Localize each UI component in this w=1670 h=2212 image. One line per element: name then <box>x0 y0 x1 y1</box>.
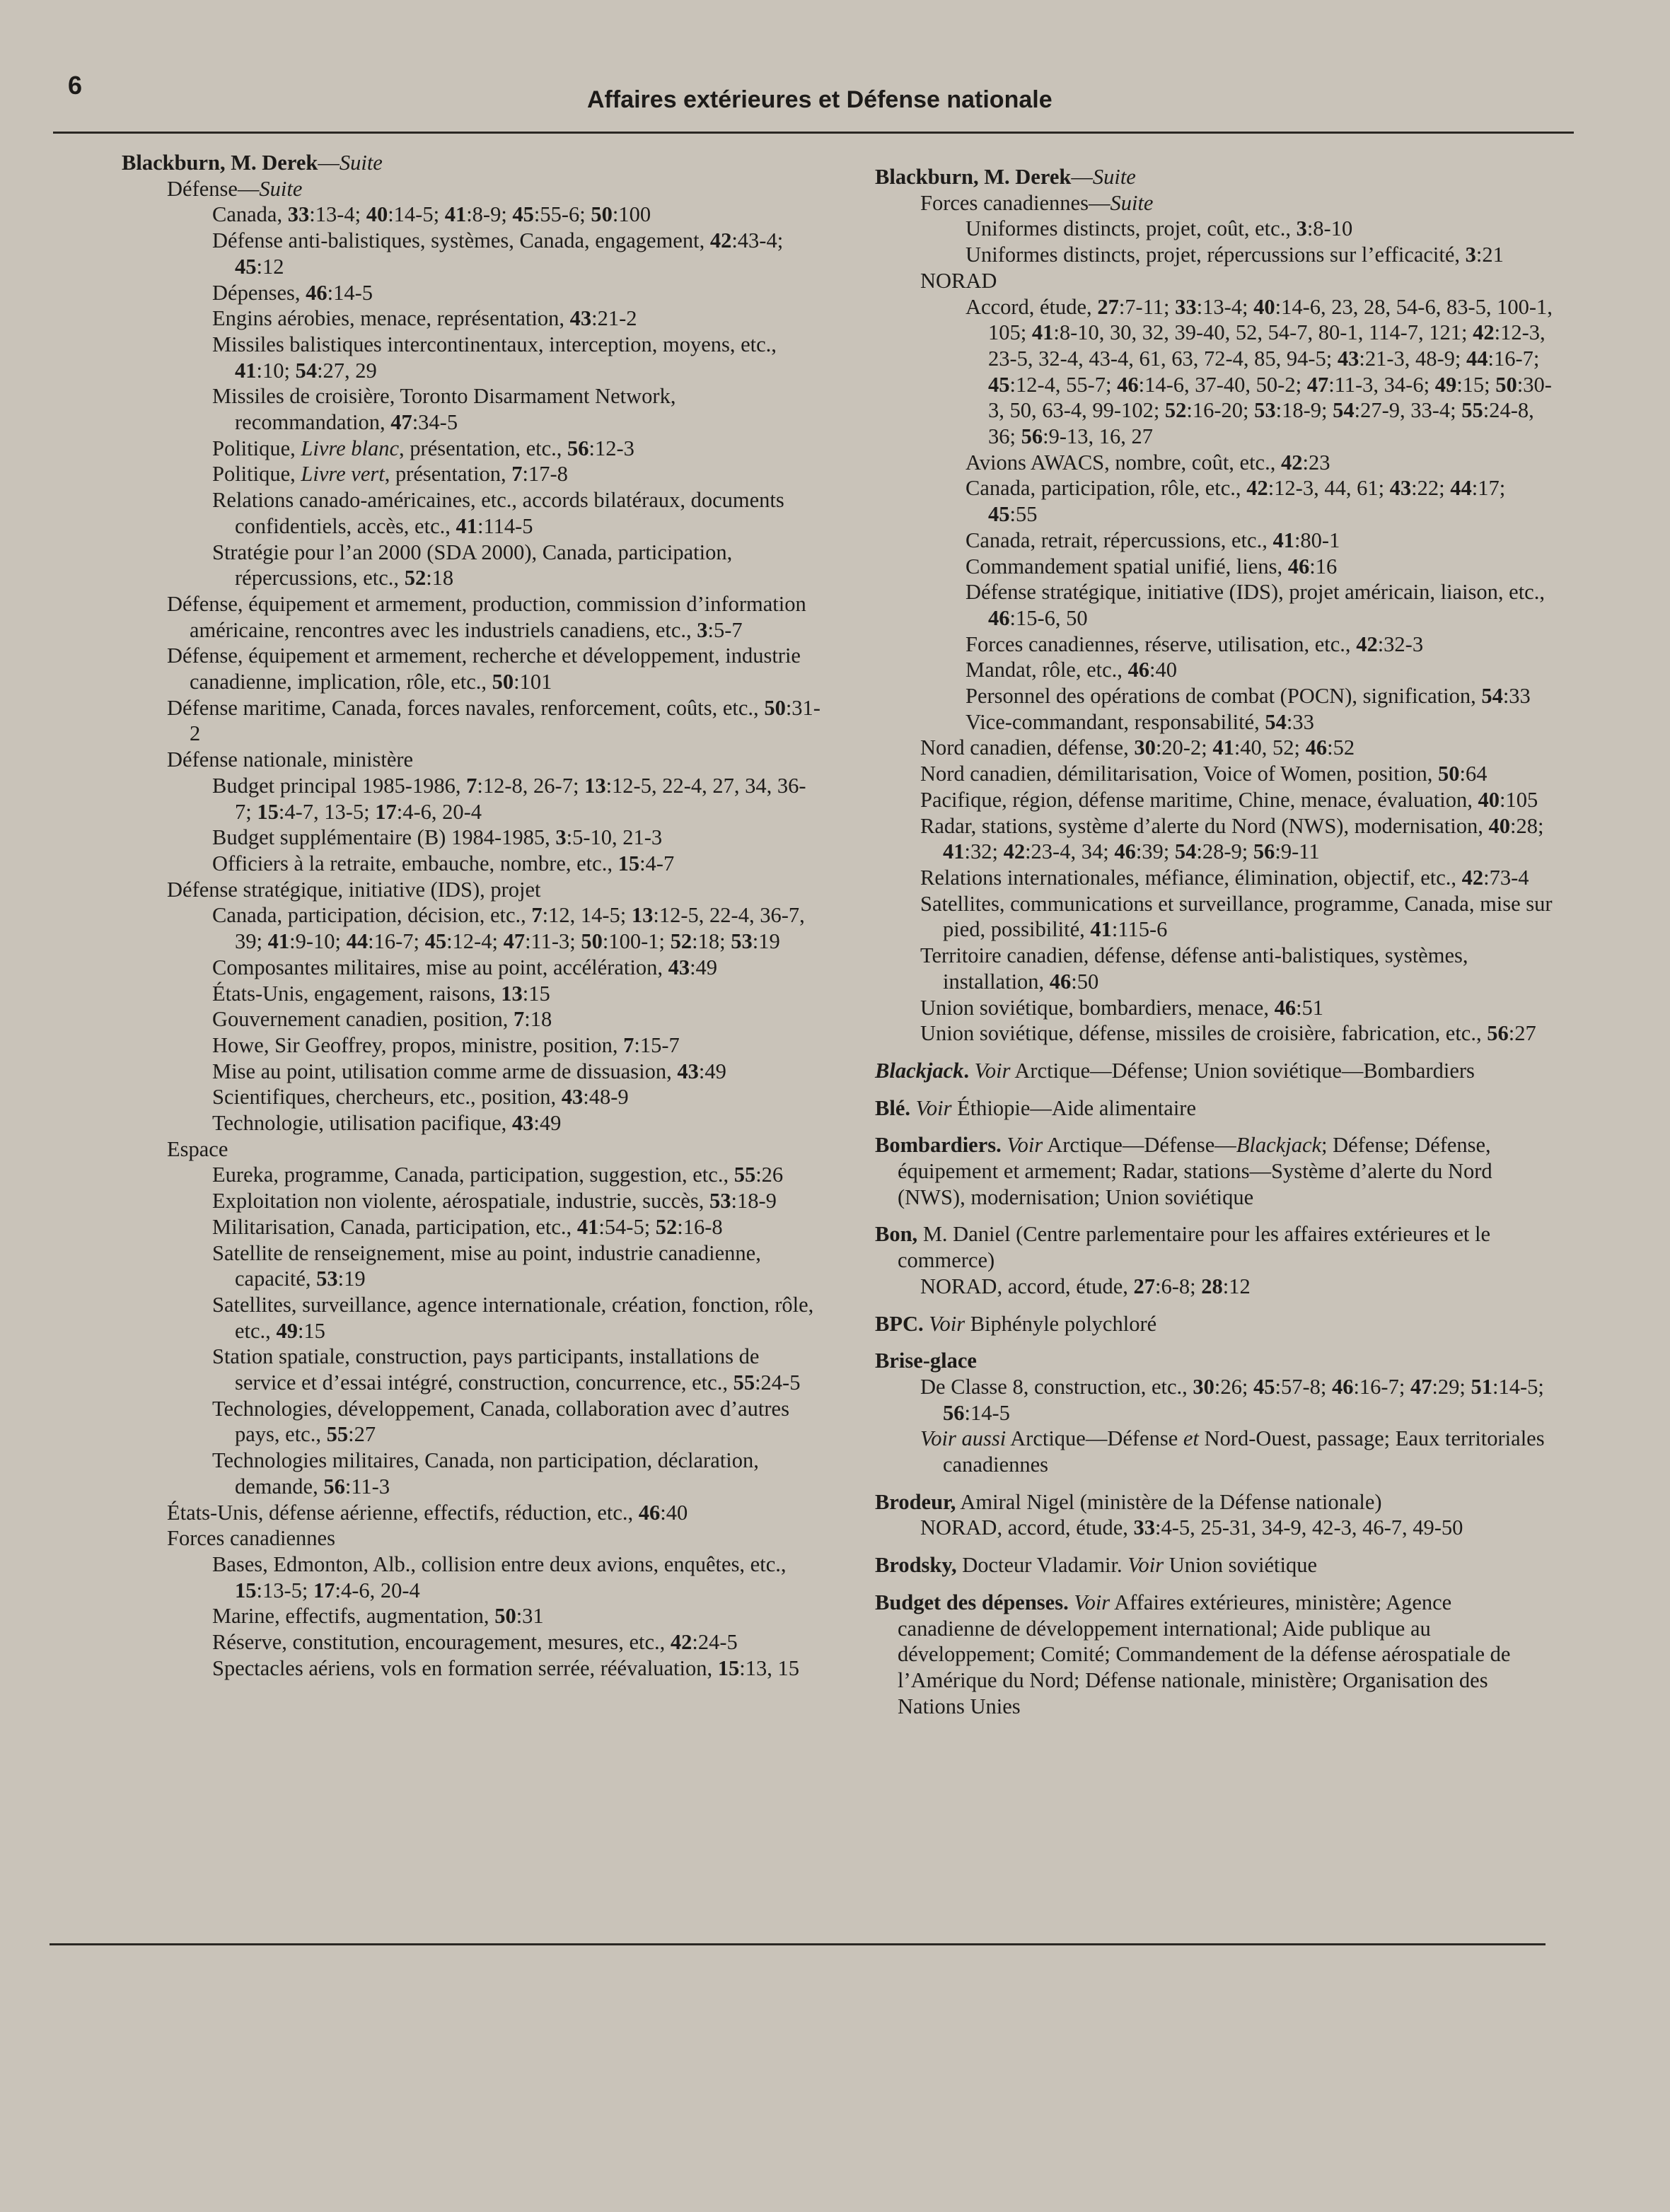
index-subentry: Gouvernement canadien, position, 7:18 <box>212 1007 552 1032</box>
index-subentry: Relations internationales, méfiance, élimination, objectif, etc., 42:73-4 <box>920 865 1529 890</box>
index-subentry: Technologies militaires, Canada, non participation, déclaration, demande, 56:11-3 <box>212 1448 759 1498</box>
index-subentry: De Classe 8, construction, etc., 30:26; 45:57-8; 46:16-7; 47:29; 51:14-5; 56:14-5 <box>920 1374 1544 1425</box>
index-subentry: Défense anti-balistiques, systèmes, Canada, engagement, 42:43-4; 45:12 <box>212 228 784 279</box>
index-heading-entry: Bombardiers. Voir Arctique—Défense—Blackjack; Défense; Défense, équipement et armement; Radar, stations—Système d’alerte du Nord (NWS), modernisation; Union soviétique <box>875 1133 1492 1209</box>
index-subentry: Dépenses, 46:14-5 <box>212 280 373 305</box>
index-subentry: Technologies, développement, Canada, collaboration avec d’autres pays, etc., 55:27 <box>212 1396 789 1447</box>
index-subentry: Militarisation, Canada, participation, etc., 41:54-5; 52:16-8 <box>212 1214 723 1239</box>
index-subentry: Satellite de renseignement, mise au point, industrie canadienne, capacité, 53:19 <box>212 1240 761 1291</box>
running-header-title: Affaires extérieures et Défense nationale <box>587 86 1053 113</box>
index-heading-entry: Blackburn, M. Derek—Suite <box>122 151 383 175</box>
index-subentry: Accord, étude, 27:7-11; 33:13-4; 40:14-6, 23, 28, 54-6, 83-5, 100-1, 105; 41:8-10, 30, 32, 39-40, 52, 54-7, 80-1, 114-7, 121; 42:12-3, 23-5, 32-4, 43-4, 61, 63, 72-4, 85, 94-5; 43:21-3, 48-9; 44:16-7; 45:12-4, 55-7; 46:14-6, 37-40, 50-2; 47:11-3, 34-6; 49:15; 50:30-3, 50, 63-4, 99-102; 52:16-20; 53:18-9; 54:27-9, 33-4; 55:24-8, 36; 56:9-13, 16, 27 <box>966 294 1553 449</box>
index-subentry: Politique, Livre blanc, présentation, etc., 56:12-3 <box>212 436 634 460</box>
index-subentry: Budget supplémentaire (B) 1984-1985, 3:5-10, 21-3 <box>212 825 663 850</box>
index-subentry: Défense maritime, Canada, forces navales, renforcement, coûts, etc., 50:31-2 <box>167 695 820 746</box>
index-subentry: Défense stratégique, initiative (IDS), projet <box>167 877 541 902</box>
index-subentry: NORAD, accord, étude, 27:6-8; 28:12 <box>920 1274 1251 1298</box>
index-subentry: Officiers à la retraite, embauche, nombre, etc., 15:4-7 <box>212 851 675 875</box>
index-subentry: Uniformes distincts, projet, coût, etc., 3:8-10 <box>966 216 1353 241</box>
index-subentry: Canada, participation, rôle, etc., 42:12-3, 44, 61; 43:22; 44:17; 45:55 <box>966 476 1506 527</box>
index-subentry: Canada, 33:13-4; 40:14-5; 41:8-9; 45:55-6; 50:100 <box>212 202 651 227</box>
index-subentry: Satellites, communications et surveillance, programme, Canada, mise sur pied, possibilité, 41:115-6 <box>920 891 1553 942</box>
index-subentry: Commandement spatial unifié, liens, 46:16 <box>966 554 1338 578</box>
footer-rule <box>50 1943 1546 1945</box>
index-subentry: Territoire canadien, défense, défense anti-balistiques, systèmes, installation, 46:50 <box>920 943 1468 994</box>
index-subentry: Bases, Edmonton, Alb., collision entre deux avions, enquêtes, etc., 15:13-5; 17:4-6, 20-4 <box>212 1552 787 1602</box>
index-heading-entry: BPC. Voir Biphényle polychloré <box>875 1311 1157 1336</box>
index-subentry: Défense, équipement et armement, production, commission d’information américaine, rencontres avec les industriels canadiens, etc., 3:5-7 <box>167 591 806 642</box>
index-subentry: Eureka, programme, Canada, participation, suggestion, etc., 55:26 <box>212 1163 784 1187</box>
index-subentry: Composantes militaires, mise au point, accélération, 43:49 <box>212 955 718 979</box>
index-subentry: Défense stratégique, initiative (IDS), projet américain, liaison, etc., 46:15-6, 50 <box>966 580 1545 630</box>
index-heading-entry: Brodsky, Docteur Vladamir. Voir Union soviétique <box>875 1553 1317 1578</box>
index-subentry: Marine, effectifs, augmentation, 50:31 <box>212 1604 544 1629</box>
index-subentry: NORAD, accord, étude, 33:4-5, 25-31, 34-9, 42-3, 46-7, 49-50 <box>920 1515 1463 1540</box>
index-subentry: Scientifiques, chercheurs, etc., position, 43:48-9 <box>212 1085 629 1110</box>
index-subentry: NORAD <box>920 268 997 293</box>
index-subentry: Canada, participation, décision, etc., 7:12, 14-5; 13:12-5, 22-4, 36-7, 39; 41:9-10; 44:16-7; 45:12-4; 47:11-3; 50:100-1; 52:18; 53:19 <box>212 903 805 954</box>
index-subentry: États-Unis, engagement, raisons, 13:15 <box>212 981 550 1006</box>
index-subentry: Politique, Livre vert, présentation, 7:17-8 <box>212 462 568 487</box>
index-subentry: Canada, retrait, répercussions, etc., 41:80-1 <box>966 528 1340 552</box>
index-subentry: Défense—Suite <box>167 176 303 201</box>
index-subentry: Forces canadiennes <box>167 1526 335 1551</box>
index-subentry: Défense, équipement et armement, recherche et développement, industrie canadienne, implication, rôle, etc., 50:101 <box>167 644 801 694</box>
index-subentry: Budget principal 1985-1986, 7:12-8, 26-7; 13:12-5, 22-4, 27, 34, 36-7; 15:4-7, 13-5; 17:4-6, 20-4 <box>212 773 806 824</box>
index-subentry: Personnel des opérations de combat (POCN), signification, 54:33 <box>966 684 1531 709</box>
index-subentry: Nord canadien, démilitarisation, Voice of Women, position, 50:64 <box>920 762 1488 786</box>
index-heading-entry: Blé. Voir Éthiopie—Aide alimentaire <box>875 1095 1197 1120</box>
index-subentry: Pacifique, région, défense maritime, Chine, menace, évaluation, 40:105 <box>920 787 1538 812</box>
index-subentry: Howe, Sir Geoffrey, propos, ministre, position, 7:15-7 <box>212 1032 680 1057</box>
index-heading-entry: Bon, M. Daniel (Centre parlementaire pour les affaires extérieures et le commerce) <box>875 1222 1491 1273</box>
index-subentry: Défense nationale, ministère <box>167 747 414 772</box>
index-subentry: Union soviétique, bombardiers, menace, 46:51 <box>920 995 1324 1020</box>
index-subentry: Radar, stations, système d’alerte du Nord (NWS), modernisation, 40:28; 41:32; 42:23-4, 34; 46:39; 54:28-9; 56:9-11 <box>920 813 1544 864</box>
index-subentry: Forces canadiennes, réserve, utilisation, etc., 42:32-3 <box>966 631 1424 656</box>
index-subentry: Mise au point, utilisation comme arme de dissuasion, 43:49 <box>212 1059 726 1083</box>
index-subentry: Relations canado-américaines, etc., accords bilatéraux, documents confidentiels, accès, etc., 41:114-5 <box>212 488 784 538</box>
index-heading-entry: Brodeur, Amiral Nigel (ministère de la Défense nationale) <box>875 1489 1382 1514</box>
index-subentry: Missiles balistiques intercontinentaux, interception, moyens, etc., 41:10; 54:27, 29 <box>212 332 777 383</box>
index-subentry: Espace <box>167 1136 228 1161</box>
index-subentry: Satellites, surveillance, agence internationale, création, fonction, rôle, etc., 49:15 <box>212 1292 814 1343</box>
index-heading-entry: Brise-glace <box>875 1349 977 1373</box>
index-subentry: Mandat, rôle, etc., 46:40 <box>966 658 1177 682</box>
index-subentry: Voir aussi Arctique—Défense et Nord-Ouest, passage; Eaux territoriales canadiennes <box>920 1426 1545 1477</box>
index-heading-entry: Blackjack. Voir Arctique—Défense; Union soviétique—Bombardiers <box>875 1058 1475 1083</box>
index-subentry: États-Unis, défense aérienne, effectifs, réduction, etc., 46:40 <box>167 1500 688 1525</box>
index-column-left <box>71 150 822 1681</box>
index-subentry: Uniformes distincts, projet, répercussions sur l’efficacité, 3:21 <box>966 243 1504 267</box>
index-subentry: Engins aérobies, menace, représentation, 43:21-2 <box>212 306 637 331</box>
index-subentry: Vice-commandant, responsabilité, 54:33 <box>966 709 1314 734</box>
index-subentry: Spectacles aériens, vols en formation serrée, réévaluation, 15:13, 15 <box>212 1655 799 1680</box>
index-heading-entry: Budget des dépenses. Voir Affaires extérieures, ministère; Agence canadienne de développement international; Aide publique au développement; Comité; Commandement de la défense aérospatiale de l’Amérique du Nord; Défense nationale, ministère; Organisation des Nations Unies <box>875 1590 1511 1718</box>
index-subentry: Missiles de croisière, Toronto Disarmament Network, recommandation, 47:34-5 <box>212 384 676 435</box>
index-column-right <box>824 164 1553 1719</box>
index-subentry: Union soviétique, défense, missiles de croisière, fabrication, etc., 56:27 <box>920 1021 1536 1046</box>
page-number: 6 <box>68 71 83 100</box>
index-subentry: Nord canadien, défense, 30:20-2; 41:40, 52; 46:52 <box>920 735 1355 760</box>
index-heading-entry: Blackburn, M. Derek—Suite <box>875 165 1136 189</box>
index-subentry: Exploitation non violente, aérospatiale, industrie, succès, 53:18-9 <box>212 1189 777 1213</box>
index-subentry: Stratégie pour l’an 2000 (SDA 2000), Canada, participation, répercussions, etc., 52:18 <box>212 540 733 590</box>
index-subentry: Technologie, utilisation pacifique, 43:49 <box>212 1111 562 1136</box>
index-subentry: Réserve, constitution, encouragement, mesures, etc., 42:24-5 <box>212 1630 738 1655</box>
index-subentry: Avions AWACS, nombre, coût, etc., 42:23 <box>966 450 1330 475</box>
header-rule <box>53 132 1574 134</box>
index-subentry: Station spatiale, construction, pays participants, installations de service et d’essai intégré, construction, concurrence, etc., 55:24-5 <box>212 1344 801 1395</box>
index-subentry: Forces canadiennes—Suite <box>920 190 1154 215</box>
